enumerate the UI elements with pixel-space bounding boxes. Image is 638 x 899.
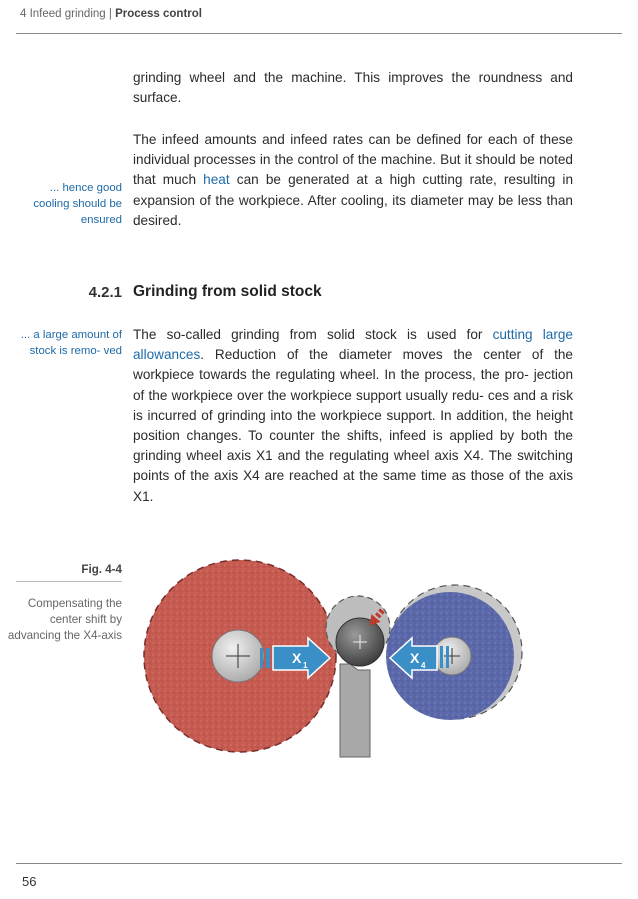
section-paragraph xyxy=(133,325,573,507)
section-number: 4.2.1 xyxy=(88,284,122,301)
footer-rule xyxy=(16,863,622,864)
section-text-start: The so-called grinding from solid stock is used for xyxy=(133,327,493,342)
x4-subscript: 4 xyxy=(421,661,426,670)
x1-subscript: 1 xyxy=(303,661,308,670)
margin-note-cooling: ... hence good cooling should be ensured xyxy=(33,182,122,226)
figure-caption: Compensating the center shift by advancing the X4-axis xyxy=(7,597,122,642)
figure-label: Fig. 4-4 xyxy=(81,563,122,576)
intro-paragraph-1: grinding wheel and the machine. This improves the roundness and surface. xyxy=(133,70,573,106)
para2-text-end: can be generated at a high cutting rate, resulting in expansion of the workpiece. After cooling, its diameter may be less than desired. xyxy=(133,172,573,228)
grinding-figure xyxy=(140,552,540,772)
section-highlight: cutting large allowances xyxy=(133,327,573,363)
x4-label: X xyxy=(410,650,420,666)
header-rule xyxy=(16,33,622,34)
header-section: Process control xyxy=(115,8,202,20)
section-title: Grinding from solid stock xyxy=(133,283,322,300)
workpiece-support xyxy=(340,664,370,757)
para2-text-start: The infeed amounts and infeed rates can be defined for each of these individual processes in the control of the machine. But it should be noted that much xyxy=(133,132,573,188)
page-number: 56 xyxy=(22,874,37,889)
x1-label: X xyxy=(292,650,302,666)
grinding-diagram xyxy=(140,552,540,767)
header-chapter: 4 Infeed grinding | xyxy=(20,8,116,20)
section-text-end: . Reduction of the diameter moves the center of the workpiece towards the regulating wheel. In the process, the pro- jection of the workpiece over the workpiece support usually redu- ces and a risk is incurred of grinding into the workpiece support. In addition, the height position changes. To counter the shifts, infeed is applied by both the grinding wheel axis X1 and the regulating wheel axis X4. The switching points of the axis X4 are reached at the same time as those of the axis X1. xyxy=(133,347,573,504)
margin-note-stock: ... a large amount of stock is remo- ved xyxy=(20,329,122,357)
figure-label-rule xyxy=(16,581,122,582)
intro-paragraph-2 xyxy=(133,130,573,231)
running-header xyxy=(20,8,202,20)
para2-highlight: heat xyxy=(203,172,230,188)
